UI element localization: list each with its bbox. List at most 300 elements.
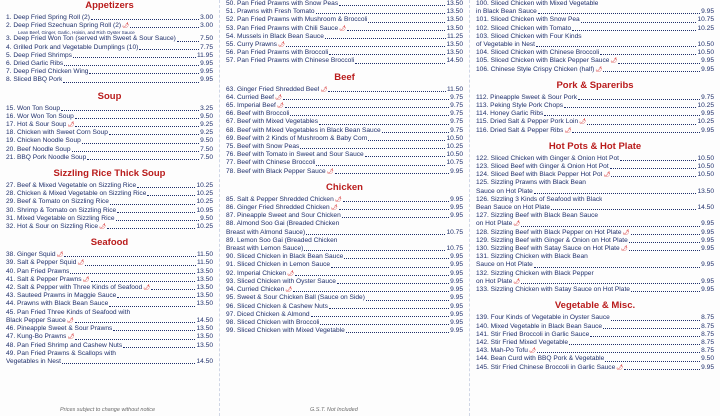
menu-item — [226, 49, 463, 57]
dot-leader — [534, 261, 700, 267]
dot-leader — [82, 137, 199, 143]
menu-item-name: 122. Sliced Chicken with Ginger & Onion Hot Pot — [476, 154, 619, 162]
dot-leader — [610, 163, 697, 169]
menu-item — [226, 237, 463, 245]
menu-item-name: 21. BBQ Pork Noodle Soup — [6, 153, 87, 161]
menu-item-price: 9.95 — [450, 261, 463, 269]
menu-item-price: 9.95 — [701, 245, 714, 253]
dot-leader — [620, 155, 697, 161]
menu-item-price: 10.25 — [446, 143, 463, 151]
menu-item — [476, 237, 714, 245]
dot-leader — [631, 229, 701, 235]
chili-icon: 🌶 — [620, 246, 628, 253]
menu-item — [226, 118, 463, 126]
chili-icon: 🌶 — [82, 276, 90, 283]
menu-item-name: 19. Chicken Noodle Soup — [6, 137, 81, 145]
chili-icon: 🌶 — [122, 23, 130, 30]
dot-leader — [335, 168, 449, 174]
menu-item-name: 92. Imperial Chicken — [226, 269, 287, 277]
menu-item — [6, 333, 213, 341]
menu-item-name: Vegetables in Nest — [6, 357, 61, 365]
dot-leader — [551, 204, 696, 210]
dot-leader — [139, 44, 199, 50]
menu-item-name: 94. Curried Chicken — [226, 286, 285, 294]
menu-item — [6, 251, 213, 259]
menu-item-name: 97. Diced Chicken & Almond — [226, 310, 310, 318]
menu-item — [226, 229, 463, 237]
menu-column-3 — [469, 0, 720, 416]
menu-item — [476, 212, 714, 220]
dot-leader — [355, 57, 445, 63]
menu-item-price: 9.95 — [200, 68, 213, 76]
dot-leader — [295, 270, 449, 276]
menu-item-name: 44. Prawns with Black Bean Sauce — [6, 300, 109, 308]
menu-item-name: Black Pepper Sauce — [6, 316, 66, 324]
menu-item-name: 132. Sizzling Chicken with Black Pepper — [476, 269, 594, 277]
menu-item-name: 89. Lemon Soo Gai (Breaded Chicken — [226, 236, 338, 244]
menu-item-name: 85. Salt & Pepper Shredded Chicken — [226, 195, 334, 203]
menu-item — [6, 198, 213, 206]
menu-item-name: 54. Mussels in Black Bean Sauce — [226, 32, 324, 40]
menu-item-price: 9.50 — [701, 355, 714, 363]
chili-icon: 🌶 — [77, 260, 85, 267]
menu-item-name: on Hot Plate — [476, 277, 513, 285]
dot-leader — [151, 284, 195, 290]
chili-icon: 🌶 — [579, 119, 587, 126]
menu-item-price: 7.50 — [200, 145, 213, 153]
chili-icon: 🌶 — [277, 42, 285, 49]
menu-item-price: 13.50 — [196, 325, 213, 333]
menu-item — [226, 168, 463, 176]
menu-item-name: 104. Sliced Chicken with Chinese Broccoli — [476, 49, 600, 57]
menu-item — [6, 60, 213, 68]
menu-item-price: 10.25 — [196, 198, 213, 206]
dot-leader — [64, 60, 199, 66]
chili-icon: 🌶 — [330, 205, 338, 212]
menu-item-name: 123. Sliced Beef with Ginger & Onion Hot Pot — [476, 163, 609, 171]
menu-item-price: 10.25 — [697, 102, 714, 110]
dot-leader — [75, 317, 196, 323]
menu-item-price: 13.50 — [446, 49, 463, 57]
menu-item-name: of Vegetable in Nest — [476, 41, 536, 49]
menu-item-name: 88. Almond Soo Gai (Breaded Chicken — [226, 220, 340, 228]
menu-item-name: 56. Pan Fried Prawns with Broccoli — [226, 49, 329, 57]
menu-item-name: 99. Sliced Chicken with Mixed Vegetable — [226, 327, 345, 335]
menu-item-price: 9.75 — [450, 93, 463, 101]
menu-item-price: 13.50 — [697, 187, 714, 195]
dot-leader — [572, 127, 700, 133]
menu-item — [476, 66, 714, 74]
menu-item — [476, 171, 714, 179]
menu-item — [6, 52, 213, 60]
menu-item-price: 10.75 — [446, 245, 463, 253]
chili-icon: 🌶 — [326, 168, 334, 175]
menu-item-name: 67. Beef with Mixed Vegetables — [226, 118, 319, 126]
dot-leader — [611, 314, 700, 320]
dot-leader — [629, 245, 700, 251]
menu-item-price: 10.50 — [697, 171, 714, 179]
menu-column-2 — [219, 0, 469, 416]
dot-leader — [293, 286, 449, 292]
dot-leader — [320, 319, 449, 325]
dot-leader — [347, 25, 445, 31]
chili-icon: 🌶 — [622, 229, 630, 236]
menu-item-name: 130. Sizzling Beef with Satay Sauce on Hot Plate — [476, 245, 620, 253]
menu-item — [6, 292, 213, 300]
menu-item-price: 13.50 — [196, 333, 213, 341]
menu-item — [476, 261, 714, 269]
menu-item-price: 10.50 — [697, 49, 714, 57]
dot-leader — [311, 311, 450, 317]
menu-item — [226, 8, 463, 16]
dot-leader — [117, 207, 195, 213]
menu-item-name: 15. Won Ton Soup — [6, 104, 61, 112]
dot-leader — [325, 33, 446, 39]
menu-item — [6, 309, 213, 317]
menu-item — [476, 25, 714, 33]
menu-item — [226, 110, 463, 118]
dot-leader — [569, 339, 700, 345]
dot-leader — [328, 86, 446, 92]
dot-leader — [581, 16, 697, 22]
menu-item-name: Breast with Almond Sauce) — [226, 228, 306, 236]
dot-leader — [130, 22, 199, 28]
menu-item-name: 113. Peking Style Pork Chops — [476, 102, 564, 110]
chili-icon: 🌶 — [513, 221, 521, 228]
menu-item — [6, 129, 213, 137]
menu-item — [6, 342, 213, 350]
menu-item — [226, 0, 463, 8]
dot-leader — [337, 278, 449, 284]
dot-leader — [319, 118, 449, 124]
menu-item-name: 95. Sweet & Sour Chicken Ball (Sauce on Side) — [226, 294, 365, 302]
menu-item — [226, 253, 463, 261]
menu-item — [226, 151, 463, 159]
menu-item-name: 125. Sizzling Prawns with Black Bean — [476, 179, 586, 187]
menu-item — [476, 253, 714, 261]
menu-item — [476, 278, 714, 286]
menu-item — [226, 102, 463, 110]
chili-icon: 🌶 — [276, 103, 284, 110]
menu-item-price: 13.50 — [196, 284, 213, 292]
menu-item-name: 3. Deep Fried Won Ton (served with Sweet & Sour Sauce) — [6, 35, 176, 43]
chili-icon: 🌶 — [66, 317, 74, 324]
menu-item — [226, 135, 463, 143]
dot-leader — [91, 276, 196, 282]
menu-item-price: 9.95 — [450, 327, 463, 335]
menu-item-price: 10.50 — [697, 163, 714, 171]
menu-item-price: 10.50 — [446, 151, 463, 159]
dot-leader — [85, 259, 196, 265]
menu-item-name: 144. Bean Curd with BBQ Pork & Vegetable — [476, 355, 605, 363]
menu-item-name: 63. Ginger Fried Shredded Beef — [226, 85, 320, 93]
menu-item-price: 14.50 — [196, 357, 213, 365]
dot-leader — [624, 364, 700, 370]
menu-item-price: 9.95 — [701, 65, 714, 73]
menu-item — [6, 325, 213, 333]
menu-item-name: 1. Deep Fried Spring Roll (2) — [6, 14, 90, 21]
menu-item-price: 10.75 — [697, 16, 714, 24]
menu-item — [226, 159, 463, 167]
menu-item-name: on Hot Plate — [476, 220, 513, 228]
dot-leader — [342, 212, 449, 218]
section-heading: Beef — [334, 71, 355, 83]
dot-leader — [603, 323, 700, 329]
menu-item-price: 9.50 — [200, 214, 213, 222]
menu-item-name: 27. Beef & Mixed Vegetable on Sizzling Rice — [6, 182, 137, 190]
dot-leader — [537, 347, 700, 353]
dot-leader — [382, 127, 449, 133]
menu-item-price: 3.00 — [200, 22, 213, 30]
menu-item-name: 105. Sliced Chicken with Black Pepper Sauce — [476, 57, 610, 65]
menu-item-price: 13.50 — [196, 275, 213, 283]
menu-item-name: 17. Hot & Sour Soup — [6, 121, 67, 129]
menu-item-price: 10.95 — [196, 206, 213, 214]
chili-icon: 🌶 — [513, 278, 521, 285]
menu-item-name: 91. Sliced Chicken in Lemon Sauce — [226, 261, 331, 269]
menu-item-name: 41. Salt & Pepper Prawns — [6, 275, 82, 283]
chili-icon: 🌶 — [610, 58, 618, 65]
menu-item-price: 13.50 — [446, 0, 463, 7]
chili-icon: 🌶 — [285, 287, 293, 294]
dot-leader — [285, 102, 449, 108]
menu-item-price: 13.50 — [446, 41, 463, 49]
menu-item-price: 9.25 — [200, 129, 213, 137]
menu-item-name: 128. Sizzling Beef with Black Pepper on Hot Plate — [476, 228, 622, 236]
chili-icon: 🌶 — [56, 252, 64, 259]
menu-item-name: 87. Pineapple Sweet and Sour Chicken — [226, 212, 341, 220]
menu-item — [6, 190, 213, 198]
menu-item — [6, 113, 213, 121]
menu-item-name: 90. Sliced Chicken in Black Bean Sauce — [226, 253, 344, 261]
dot-leader — [343, 196, 449, 202]
menu-item-price: 9.95 — [701, 57, 714, 65]
menu-item-name: 126. Sizzling 3 Kinds of Seafood with Black — [476, 195, 603, 203]
dot-leader — [603, 66, 700, 72]
menu-item-price: 8.75 — [701, 314, 714, 322]
menu-item-price: 13.50 — [196, 267, 213, 275]
chili-icon: 🌶 — [287, 270, 295, 277]
menu-item-name: 140. Mixed Vegetable in Black Bean Sauce — [476, 322, 603, 330]
dot-leader — [123, 342, 195, 348]
menu-item — [226, 311, 463, 319]
dot-leader — [110, 198, 196, 204]
menu-item — [6, 154, 213, 162]
menu-item — [6, 22, 213, 30]
menu-item — [226, 245, 463, 253]
dot-leader — [316, 159, 445, 165]
chili-icon: 🌶 — [67, 334, 75, 341]
menu-item-name: 66. Beef with Broccoli — [226, 110, 290, 118]
menu-item-price: 7.75 — [200, 43, 213, 51]
menu-item-name: 5. Deep Fried Shrimps — [6, 51, 72, 59]
menu-item-price: 9.95 — [701, 277, 714, 285]
dot-leader — [605, 355, 700, 361]
dot-leader — [600, 49, 696, 55]
dot-leader — [109, 300, 195, 306]
dot-leader — [107, 223, 196, 229]
menu-item — [6, 358, 213, 366]
menu-item-price: 8.75 — [701, 338, 714, 346]
dot-leader — [117, 292, 195, 298]
dot-leader — [590, 331, 700, 337]
dot-leader — [75, 113, 199, 119]
section-heading: Soup — [97, 90, 122, 102]
menu-item-name: 145. Stir Fried Chinese Broccoli in Garlic Sauce — [476, 363, 616, 371]
menu-item-price: 9.95 — [450, 277, 463, 285]
menu-item-name: 40. Pan Fried Prawns — [6, 267, 70, 275]
menu-item-name: 69. Beef with 2 Kinds of Mushroom & Baby Corn — [226, 134, 368, 142]
dot-leader — [61, 105, 199, 111]
menu-item-price: 13.50 — [446, 16, 463, 24]
menu-item-name: 46. Pineapple Sweet & Sour Prawns — [6, 325, 113, 333]
dot-leader — [534, 188, 697, 194]
menu-item-name: in Black Bean Sauce — [476, 8, 537, 16]
menu-item — [476, 127, 714, 135]
menu-item-price: 9.25 — [200, 121, 213, 129]
menu-item — [476, 102, 714, 110]
menu-item — [476, 155, 714, 163]
menu-item-name: Sauce on Hot Plate — [476, 187, 533, 195]
menu-item-price: 10.50 — [697, 154, 714, 162]
menu-item-name: Bean Sauce on Hot Plate — [476, 204, 551, 212]
menu-item-name: 77. Beef with Chinese Broccoli — [226, 159, 316, 167]
dot-leader — [521, 278, 700, 284]
menu-item-price: 10.25 — [196, 182, 213, 190]
menu-item-name: 16. Wor Won Ton Soup — [6, 112, 74, 120]
menu-item-name: Breast with Lemon Sauce) — [226, 245, 304, 253]
menu-item-price: 3.00 — [200, 14, 213, 21]
dot-leader — [316, 8, 446, 14]
menu-item-price: 9.50 — [200, 137, 213, 145]
menu-item — [226, 33, 463, 41]
menu-item — [476, 16, 714, 24]
menu-item — [226, 212, 463, 220]
chili-icon: 🌶 — [99, 224, 106, 231]
menu-item-price: 9.95 — [701, 110, 714, 118]
menu-item-price: 9.95 — [701, 363, 714, 371]
menu-item — [226, 127, 463, 135]
menu-item — [476, 204, 714, 212]
menu-item-description: Lean Beef, Ginger, Garlic, Hoisin, and Rich Oyster Sauce — [18, 30, 135, 36]
menu-item — [476, 339, 714, 347]
dot-leader — [339, 204, 449, 210]
dot-leader — [63, 76, 199, 82]
menu-item — [6, 105, 213, 113]
menu-item-name: 38. Ginger Squid — [6, 251, 56, 259]
dot-leader — [629, 237, 700, 243]
menu-item-price: 9.95 — [450, 167, 463, 175]
menu-item-price: 9.95 — [701, 228, 714, 236]
menu-item — [476, 163, 714, 171]
menu-item-name: 39. Salt & Pepper Squid — [6, 259, 77, 267]
menu-item-name: 100. Sliced Chicken with Mixed Vegetable — [476, 0, 599, 7]
menu-item-name: 133. Sizzling Chicken with Satay Sauce on Hot Plate — [476, 286, 630, 294]
menu-item — [476, 0, 714, 8]
menu-item-name: 8. Sliced BBQ Pork — [6, 76, 63, 84]
menu-item — [226, 327, 463, 335]
dot-leader — [64, 251, 196, 257]
dot-leader — [286, 41, 446, 47]
menu-item — [476, 57, 714, 65]
menu-item-name: 101. Sliced Chicken with Snow Pea — [476, 16, 580, 24]
dot-leader — [283, 94, 449, 100]
menu-item-name: 49. Pan Fried Prawns & Scallops with — [6, 349, 116, 357]
menu-item — [226, 261, 463, 269]
chili-icon: 🌶 — [564, 127, 572, 134]
menu-item-name: 53. Pan Fried Prawns with Chili Sauce — [226, 24, 339, 32]
menu-item-price: 9.95 — [450, 195, 463, 203]
section-heading: Pork & Spareribs — [556, 79, 634, 91]
menu-item — [476, 323, 714, 331]
dot-leader — [611, 171, 696, 177]
menu-item — [476, 364, 714, 372]
menu-item-name: 48. Pan Fried Shrimp and Cashew Nuts — [6, 341, 123, 349]
menu-item-name: 93. Sliced Chicken with Oyster Sauce — [226, 277, 336, 285]
dot-leader — [304, 245, 445, 251]
menu-item-price: 11.95 — [196, 51, 213, 59]
menu-item-name: 106. Chinese Style Crispy Chicken (half) — [476, 65, 595, 73]
menu-item-price: 10.25 — [697, 24, 714, 32]
menu-item — [476, 41, 714, 49]
section-heading: Chicken — [326, 181, 363, 193]
dot-leader — [62, 358, 196, 364]
menu-item-name: 78. Beef with Black Pepper Sauce — [226, 167, 326, 175]
menu-item-price: 9.95 — [450, 253, 463, 261]
menu-item-price: 9.75 — [450, 110, 463, 118]
menu-item-price: 9.95 — [450, 302, 463, 310]
dot-leader — [538, 8, 700, 14]
menu-item-name: 64. Curried Beef — [226, 93, 275, 101]
menu-item-price: 7.50 — [200, 35, 213, 43]
menu-item — [6, 14, 213, 22]
menu-item-price: 11.50 — [196, 251, 213, 259]
dot-leader — [544, 110, 700, 116]
menu-item-name: 28. Chicken & Mixed Vegetable on Sizzling Rice — [6, 190, 147, 198]
menu-item-name: 76. Beef with Tomato in Sweet and Sour Sauce — [226, 151, 364, 159]
menu-item-name: 20. Beef Noodle Soup — [6, 145, 71, 153]
menu-item-price: 8.75 — [701, 347, 714, 355]
menu-item — [6, 268, 213, 276]
menu-item-name: 116. Dried Salt & Pepper Ribs — [476, 126, 564, 134]
menu-item — [476, 270, 714, 278]
menu-item-price: 9.95 — [701, 286, 714, 294]
menu-item-price: 9.75 — [450, 118, 463, 126]
menu-item-name: 96. Sliced Chicken & Cashew Nuts — [226, 302, 328, 310]
dot-leader — [137, 182, 195, 188]
chili-icon: 🌶 — [595, 66, 603, 73]
section-heading: Sizzling Rice Thick Soup — [53, 168, 166, 180]
dot-leader — [331, 261, 449, 267]
chili-icon: 🌶 — [339, 25, 347, 32]
dot-leader — [75, 121, 199, 127]
menu-item-name: 57. Pan Fried Prawns with Chinese Broccoli — [226, 57, 355, 65]
chili-icon: 🌶 — [334, 196, 342, 203]
menu-item — [226, 270, 463, 278]
dot-leader — [564, 102, 696, 108]
menu-item-name: 51. Prawns with Fresh Tomato — [226, 8, 315, 16]
menu-item-name: 47. Kung-Bo Prawns — [6, 333, 67, 341]
menu-item-name: 139. Four Kinds of Vegetable in Oyster Sauce — [476, 314, 610, 322]
chili-icon: 🌶 — [603, 172, 611, 179]
dot-leader — [87, 154, 199, 160]
menu-item-price: 7.50 — [200, 153, 213, 161]
menu-item-name: 86. Ginger Fried Shredded Chicken — [226, 204, 330, 212]
menu-item — [226, 143, 463, 151]
chili-icon: 🌶 — [320, 86, 328, 93]
menu-item — [6, 215, 213, 223]
menu-item — [226, 278, 463, 286]
